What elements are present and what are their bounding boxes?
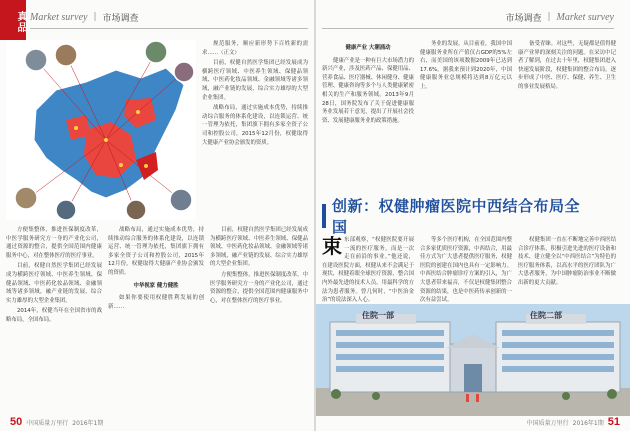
header-rule [322, 28, 614, 29]
hospital-photo [316, 304, 630, 416]
headline-text: 创新：权健肿瘤医院中西结合布局全国 [331, 197, 580, 236]
right-page-header [505, 8, 614, 26]
paragraph: 东部观察，“权健医院要开展一流的医疗服务，而是一次走在前沿的事业。”他还说，在建设医院方面，权健从来不会满足于现状，权健着眼全球医疗资源，整合国内外最先进的技术人员，用最科学的方法为患者服务。曾几何时，“中医治金治”的说法深入人心。 [322, 237, 414, 304]
article-col-2 [420, 236, 512, 304]
paragraph: 规范服务，顺应新形势下百姓新的需求……（正文） [202, 41, 308, 56]
paragraph: 务业的发展。从目前看，我国中国健康服务业所在产值仅占GDP的5%左右，而美国的该项数据2009年已达到17.6%。据我来预计到2020年，中国健康服务业总规模将达到8万亿元以上。 [420, 41, 512, 90]
paragraph: 健康产业是一种有巨大市场潜力的新兴产业，涉及医药产品、保健用品、营养食品、医疗器械、休闲健身、健康管理、健康咨询等多个与人类健康紧密相关的生产和服务领域。2013年9月28日，国务院发布了关于促进健康服务业发展若干意见，提出了开展社会投资、发展健康服务业的政策措施。 [322, 57, 414, 124]
headline-bar [322, 204, 326, 228]
article-headline [322, 197, 592, 236]
subheading: 中华视家 健力健胜 [133, 282, 179, 289]
china-map-figure [6, 40, 196, 220]
paragraph: 战略布局，通过实施成本优势，持续推动综合服务的体系化建设，以连锁运营、统一管理为依托，集团旗下拥有多家全资子公司和控股公司，2015年12月份，权健取得大健康产业协会颁发的资质。 [108, 227, 204, 276]
left-top-text [202, 40, 308, 252]
header-separator: | [547, 12, 551, 22]
subheading: 健康产业 大潮涌动 [345, 45, 391, 51]
left-col-2 [108, 226, 204, 412]
footer-date: 2016年1期 [72, 419, 104, 427]
paragraph: 方便集整体，推进医保制度改革，中医学服务研究方一身的产业化公司，通过资源的整合，提供全国范围内健康服务中心，对在整体医疗的医疗事业。 [6, 227, 102, 259]
page-number: 50 [10, 416, 23, 428]
header-cn: 市场调查 [102, 13, 139, 24]
location-photo [170, 189, 192, 211]
location-photo [56, 200, 76, 220]
paragraph: 2014年，权健当年在全国省市的战略布局，全国布局。 [6, 308, 102, 323]
paragraph: 方便集整体，推进医保制度改革，中医学服务研究方一身的产业化公司，通过资源的整合，提供全国范围内健康服务中心，对在整体医疗的医疗事业。 [210, 271, 308, 304]
location-photo [174, 62, 194, 82]
paragraph: 目前，权健自然医学集团已经发展成为横跨医疗领域、中医养生领域、保健品领域、中医药化妆品领域、金融领域等诸多领域，融产业链的发展、综合实力雄厚的大型企业集团。 [210, 227, 308, 268]
right-page [316, 0, 630, 431]
dropcap: 束 [322, 236, 342, 258]
right-top-col-3 [518, 40, 616, 196]
left-page-header [30, 8, 139, 26]
article-col-3 [518, 236, 616, 304]
paragraph: 目前，权健自然医学集团已经发展成为横跨医疗领域、中医养生领域、保健品领域、中医药化妆品领域、金融领域等诸多领域，融产业链的发展、综合实力雄厚的大型企业集团。 [202, 60, 308, 101]
right-top-col-2 [420, 40, 512, 196]
paragraph: 如果你要使用权健胜利发展的创新…… [108, 295, 204, 310]
paragraph: 战略布局，通过实施成本优势，持续推动综合服务的体系化建设，以连锁运营、统一管理为依托，集团旗下拥有多家全资子公司和控股公司，2015年12月份，权健取得大健康产业协会颁发的资质。 [202, 105, 308, 146]
header-separator: | [93, 12, 97, 22]
page-number: 51 [607, 416, 620, 428]
paragraph: 目前，权健自然医学集团已经发展成为横跨医疗领域、中医养生领域、保健品领域、中医药化妆品领域、金融领域等诸多领域，融产业链的发展、综合实力雄厚的大型企业集团。 [6, 263, 102, 304]
left-col-1 [6, 226, 102, 412]
right-top-col-1 [322, 40, 414, 196]
location-photo [55, 44, 77, 66]
location-photo [15, 187, 37, 209]
location-photo [145, 41, 167, 63]
paragraph: 备受青睐。对这些，无疑都是值得健康产业界的深刻关注的问题。在采访中记者了解到，在过去十年里，权健集团进入快速发展阶段，权健集团的整合布局，逐步形成了中医、医疗、保健、养生、卫生的事业发展格局。 [518, 41, 616, 90]
article-col-1 [322, 236, 414, 304]
paragraph: 等多个医疗机构，在全国范围内整合多家优质医疗资源，中西结合，用最佳方式为广大患者提供医疗服务，权健医院的创建在国内也具有一定影响力。中西医结合肿瘤诊疗方案的引入，为广大患者带来福音，不仅是权健集团整合资源的结果，也是中医药传承创新的一次有益尝试。 [420, 237, 512, 304]
footer-brand: 中国质量万里行 [526, 419, 569, 427]
location-photo [25, 49, 47, 71]
left-page [0, 0, 314, 431]
footer-date: 2016年1期 [572, 419, 604, 427]
left-footer [6, 416, 103, 428]
china-map [6, 40, 196, 220]
header-en: Market survey [30, 11, 88, 23]
header-en: Market survey [556, 11, 614, 23]
building-label-right: 住院二部 [530, 311, 562, 320]
building-label-left: 住院一部 [362, 311, 394, 320]
header-cn: 市场调查 [505, 13, 542, 24]
left-col-3 [210, 226, 308, 412]
header-rule [30, 28, 308, 29]
paragraph: 权健集团一直在不断地完善中西医结合诊疗体系，积极引进先进的医疗设备和技术，建立健全以“中西医结合”为特色的医疗服务体系，以高水平的医疗团队为广大患者服务，为中国肿瘤防治事业不断做出新的更大贡献。 [518, 237, 616, 286]
location-photo [126, 200, 146, 220]
right-footer [527, 416, 624, 428]
section-tag: 真品 [0, 0, 26, 40]
footer-brand: 中国质量万里行 [26, 419, 69, 427]
